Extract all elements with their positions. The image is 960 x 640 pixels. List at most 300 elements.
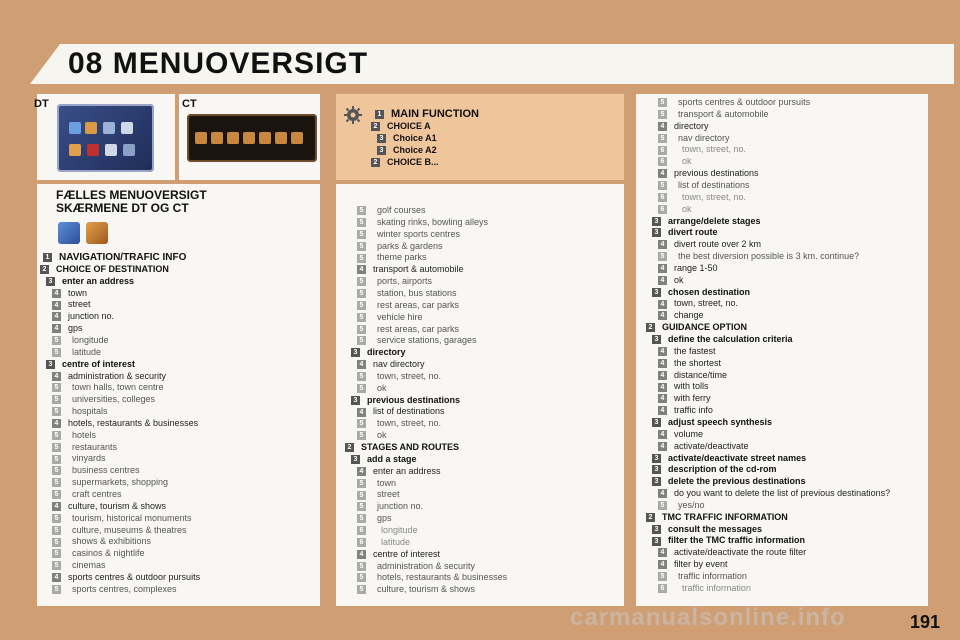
menu-item <box>357 382 387 394</box>
menu-item-label: street <box>68 299 91 310</box>
menu-item-label: yes/no <box>678 499 705 510</box>
legend-item <box>377 132 437 144</box>
level-badge: 5 <box>52 514 61 523</box>
menu-item-label: with ferry <box>674 393 711 404</box>
menu-item-label: consult the messages <box>668 523 763 534</box>
level-badge: 3 <box>652 537 661 546</box>
level-badge: 5 <box>52 549 61 558</box>
menu-item-label: ok <box>674 274 684 285</box>
level-badge: 5 <box>357 313 366 322</box>
level-badge: 4 <box>658 276 667 285</box>
menu-item-label: centre of interest <box>373 548 441 559</box>
menu-item <box>52 334 109 346</box>
menu-item <box>357 500 423 512</box>
level-badge: 5 <box>357 230 366 239</box>
legend-item <box>371 120 431 132</box>
menu-item <box>658 392 711 404</box>
menu-item-label: NAVIGATION/TRAFIC INFO <box>59 252 187 263</box>
menu-item <box>52 583 177 595</box>
menu-item-label: nav directory <box>373 359 425 370</box>
dt-label: DT <box>34 98 49 110</box>
level-badge: 2 <box>345 443 354 452</box>
menu-item-label: adjust speech synthesis <box>668 416 773 427</box>
level-badge: 3 <box>652 418 661 427</box>
directory-icon <box>87 144 99 156</box>
menu-item <box>658 570 747 582</box>
menu-item <box>357 263 464 275</box>
menu-item <box>658 132 730 144</box>
level-badge: 5 <box>52 336 61 345</box>
menu-item <box>52 287 87 299</box>
level-badge: 3 <box>652 288 661 297</box>
menu-item-label: directory <box>367 347 406 358</box>
level-badge: 4 <box>52 573 61 582</box>
menu-item-label: administration & security <box>377 560 476 571</box>
menu-item <box>357 358 425 370</box>
level-badge: 6 <box>357 526 366 535</box>
menu-item <box>52 429 96 441</box>
menu-item-label: list of destinations <box>678 179 750 190</box>
menu-item <box>43 251 186 263</box>
level-badge: 3 <box>652 454 661 463</box>
level-badge: 4 <box>357 360 366 369</box>
menu-item-label: hotels <box>72 429 97 440</box>
level-badge: 4 <box>658 442 667 451</box>
menu-item <box>52 310 114 322</box>
menu-item <box>658 487 890 499</box>
menu-item <box>658 558 728 570</box>
menu-item-label: with tolls <box>674 381 709 392</box>
level-badge: 5 <box>357 514 366 523</box>
menu-item <box>52 381 164 393</box>
menu-item-label: volume <box>674 428 704 439</box>
menu-item <box>46 275 134 287</box>
menu-item <box>658 191 746 203</box>
menu-item <box>652 523 762 535</box>
level-badge: 4 <box>658 347 667 356</box>
level-badge: 3 <box>652 217 661 226</box>
level-badge: 5 <box>357 325 366 334</box>
menu-item-label: shows & exhibitions <box>72 536 152 547</box>
menu-item-label: previous destinations <box>674 168 759 179</box>
level-badge: 5 <box>52 348 61 357</box>
menu-item <box>658 274 684 286</box>
level-badge: 2 <box>646 323 655 332</box>
menu-item-label: ok <box>377 430 387 441</box>
level-badge: 2 <box>371 158 380 167</box>
level-badge: 6 <box>658 205 667 214</box>
menu-item <box>46 358 135 370</box>
menu-item <box>658 499 705 511</box>
level-badge: 5 <box>658 134 667 143</box>
menu-item-label: transport & automobile <box>678 108 769 119</box>
menu-item-label: sports centres & outdoor pursuits <box>68 571 201 582</box>
level-badge: 4 <box>52 301 61 310</box>
menu-item <box>52 571 200 583</box>
menu-item-label: the shortest <box>674 357 722 368</box>
level-badge: 4 <box>52 324 61 333</box>
level-badge: 3 <box>351 348 360 357</box>
menu-item-label: change <box>674 310 704 321</box>
menu-item <box>652 226 718 238</box>
menu-item-label: CHOICE OF DESTINATION <box>56 263 169 274</box>
menu-item-label: do you want to delete the list of previous destinations? <box>674 488 891 499</box>
level-badge: 4 <box>357 550 366 559</box>
menu-item-label: craft centres <box>72 489 122 499</box>
menu-item <box>646 511 788 523</box>
menu-item <box>52 524 187 536</box>
level-badge: 4 <box>658 240 667 249</box>
level-badge: 4 <box>658 264 667 273</box>
level-badge: 5 <box>52 455 61 464</box>
legend-item-label: CHOICE B... <box>387 157 439 167</box>
level-badge: 5 <box>52 526 61 535</box>
menu-item-label: town halls, town centre <box>72 382 164 393</box>
level-badge: 5 <box>357 479 366 488</box>
menu-item <box>652 463 777 475</box>
menu-item-label: hotels, restaurants & businesses <box>68 417 199 428</box>
menu-item-label: restaurants <box>72 441 118 452</box>
level-badge: 4 <box>658 300 667 309</box>
menu-item <box>52 559 106 571</box>
level-badge: 3 <box>652 525 661 534</box>
menu-item-label: town, street, no. <box>377 418 442 429</box>
menu-item <box>357 287 457 299</box>
menu-item <box>658 404 713 416</box>
menu-item <box>357 465 441 477</box>
level-badge: 4 <box>658 371 667 380</box>
menu-item-label: rest areas, car parks <box>377 323 460 334</box>
level-badge: 5 <box>357 372 366 381</box>
phone-icon <box>243 132 255 144</box>
level-badge: 4 <box>357 467 366 476</box>
menu-item <box>52 512 192 524</box>
menu-item <box>652 333 793 345</box>
menu-item <box>357 370 441 382</box>
menu-item-label: filter the TMC traffic information <box>668 535 805 546</box>
menu-item-label: skating rinks, bowling alleys <box>377 216 489 227</box>
menu-item <box>357 477 396 489</box>
level-badge: 4 <box>357 408 366 417</box>
menu-item <box>52 370 166 382</box>
menu-item-label: parks & gardens <box>377 240 443 251</box>
menu-item-label: description of the cd-rom <box>668 464 777 475</box>
menu-item <box>357 204 426 216</box>
menu-item <box>351 394 460 406</box>
menu-item <box>52 464 140 476</box>
menu-item-label: town <box>68 287 88 298</box>
menu-item <box>52 417 198 429</box>
common-title-line1: FÆLLES MENUOVERSIGT <box>56 188 207 202</box>
legend-item-label: MAIN FUNCTION <box>391 108 479 120</box>
menu-item-label: station, bus stations <box>377 287 457 298</box>
menu-item-label: traffic info <box>674 405 713 416</box>
level-badge: 5 <box>357 573 366 582</box>
phone-icon <box>121 122 133 134</box>
level-badge: 4 <box>658 560 667 569</box>
menu-item-label: STAGES AND ROUTES <box>361 442 460 452</box>
menu-item <box>652 286 750 298</box>
menu-item <box>357 512 392 524</box>
level-badge: 4 <box>658 311 667 320</box>
level-badge: 5 <box>357 242 366 251</box>
menu-item-label: administration & security <box>68 370 167 381</box>
menu-item <box>652 534 805 546</box>
menu-item-label: divert route over 2 km <box>674 239 762 250</box>
radio-icon <box>105 144 117 156</box>
menu-item <box>357 311 423 323</box>
level-badge: 5 <box>658 181 667 190</box>
nav-icon <box>195 132 207 144</box>
menu-item <box>357 560 475 572</box>
page-number: 191 <box>910 612 941 632</box>
menu-item <box>357 571 507 583</box>
audio-icon <box>291 132 303 144</box>
level-badge: 3 <box>351 396 360 405</box>
menu-item <box>357 524 418 536</box>
menu-item-label: culture, tourism & shows <box>377 584 476 595</box>
menu-item-label: culture, tourism & shows <box>68 500 167 511</box>
menu-item <box>52 322 83 334</box>
menu-item <box>658 428 703 440</box>
menu-item-label: town, street, no. <box>377 370 442 381</box>
menu-item <box>658 345 716 357</box>
menu-item-label: service stations, garages <box>377 335 477 346</box>
menu-item <box>357 583 475 595</box>
menu-item <box>52 500 166 512</box>
common-title-line2: SKÆRMENE DT OG CT <box>56 201 189 215</box>
menu-item <box>658 120 709 132</box>
level-badge: 6 <box>658 584 667 593</box>
audio-icon <box>123 144 135 156</box>
menu-item <box>658 203 692 215</box>
menu-item-label: ok <box>377 382 387 393</box>
menu-item <box>652 416 772 428</box>
level-badge: 5 <box>52 383 61 392</box>
level-badge: 4 <box>52 419 61 428</box>
level-badge: 5 <box>357 289 366 298</box>
menu-item <box>52 441 117 453</box>
menu-item <box>658 309 704 321</box>
menu-item <box>658 440 749 452</box>
menu-item <box>658 238 761 250</box>
level-badge: 5 <box>357 431 366 440</box>
menu-item-label: business centres <box>72 465 140 476</box>
menu-item <box>52 298 91 310</box>
level-badge: 4 <box>52 502 61 511</box>
menu-item <box>658 155 692 167</box>
menu-item <box>345 441 459 453</box>
menu-item <box>52 393 155 405</box>
level-badge: 5 <box>52 431 61 440</box>
level-badge: 5 <box>52 466 61 475</box>
level-badge: 3 <box>377 134 386 143</box>
menu-item <box>52 535 151 547</box>
menu-item <box>52 476 168 488</box>
menu-item <box>658 143 746 155</box>
level-badge: 3 <box>652 335 661 344</box>
level-badge: 5 <box>52 585 61 594</box>
menu-item-label: TMC TRAFFIC INFORMATION <box>662 511 788 522</box>
menu-item-label: traffic information <box>682 582 751 593</box>
menu-item-label: activate/deactivate street names <box>668 452 807 463</box>
menu-item <box>658 179 750 191</box>
menu-item <box>658 297 738 309</box>
menu-item-label: distance/time <box>674 369 728 380</box>
menu-item-label: gps <box>377 513 392 524</box>
level-badge: 3 <box>46 360 55 369</box>
level-badge: 5 <box>357 562 366 571</box>
menu-item <box>52 547 145 559</box>
menu-item-label: junction no. <box>377 501 424 512</box>
level-badge: 5 <box>357 277 366 286</box>
menu-item <box>357 548 440 560</box>
level-badge: 3 <box>652 465 661 474</box>
level-badge: 5 <box>52 407 61 416</box>
menu-item-label: town, street, no. <box>682 191 747 202</box>
level-badge: 5 <box>52 478 61 487</box>
traffic-icon <box>211 132 223 144</box>
legend-item-label: Choice A1 <box>393 133 437 143</box>
menu-item-label: casinos & nightlife <box>72 548 145 559</box>
level-badge: 5 <box>357 301 366 310</box>
menu-item-label: enter an address <box>62 275 135 286</box>
menu-item <box>357 334 477 346</box>
media-icon <box>103 122 115 134</box>
media-icon <box>227 132 239 144</box>
menu-item <box>357 536 410 548</box>
watermark: carmanualsonline.info <box>570 604 846 631</box>
menu-item-label: add a stage <box>367 453 417 464</box>
level-badge: 4 <box>658 548 667 557</box>
menu-item <box>52 346 101 358</box>
level-badge: 3 <box>351 455 360 464</box>
menu-item <box>40 263 169 275</box>
menu-item-label: culture, museums & theatres <box>72 524 187 535</box>
menu-item <box>652 475 806 487</box>
menu-item <box>357 251 427 263</box>
level-badge: 5 <box>52 443 61 452</box>
level-badge: 5 <box>357 206 366 215</box>
traffic-icon <box>85 122 97 134</box>
menu-item-label: range 1-50 <box>674 262 718 273</box>
menu-item-label: town <box>377 477 397 488</box>
level-badge: 4 <box>658 394 667 403</box>
menu-item <box>652 215 761 227</box>
menu-item <box>658 357 721 369</box>
menu-item <box>52 405 108 417</box>
menu-item-label: enter an address <box>373 465 441 476</box>
menu-item-label: traffic information <box>678 571 747 581</box>
menu-item-label: the fastest <box>674 345 716 356</box>
level-badge: 3 <box>46 277 55 286</box>
level-badge: 5 <box>658 110 667 119</box>
legend-item <box>375 108 479 120</box>
level-badge: 5 <box>357 218 366 227</box>
menu-item <box>351 346 406 358</box>
menu-item <box>357 228 460 240</box>
menu-item <box>646 321 747 333</box>
level-badge: 4 <box>658 169 667 178</box>
menu-item <box>658 262 718 274</box>
level-badge: 2 <box>40 265 49 274</box>
menu-item-label: delete the previous destinations <box>668 476 806 487</box>
level-badge: 4 <box>357 265 366 274</box>
settings-icon <box>259 132 271 144</box>
menu-item-label: GUIDANCE OPTION <box>662 322 748 333</box>
legend-item-label: Choice A2 <box>393 145 437 155</box>
level-badge: 3 <box>652 228 661 237</box>
menu-item <box>658 250 859 262</box>
menu-item <box>658 167 759 179</box>
level-badge: 5 <box>52 561 61 570</box>
menu-item <box>357 405 445 417</box>
menu-item-label: longitude <box>72 334 109 345</box>
level-badge: 1 <box>43 253 52 262</box>
level-badge: 5 <box>357 502 366 511</box>
level-badge: 6 <box>658 157 667 166</box>
menu-item-label: junction no. <box>68 311 115 322</box>
menu-item <box>357 488 400 500</box>
ct-label: CT <box>182 98 197 110</box>
menu-item <box>357 323 459 335</box>
menu-item-label: arrange/delete stages <box>668 215 761 226</box>
legend-item <box>371 156 439 168</box>
menu-item-label: previous destinations <box>367 394 461 405</box>
level-badge: 6 <box>658 193 667 202</box>
level-badge: 4 <box>658 359 667 368</box>
menu-item-label: divert route <box>668 227 718 238</box>
menu-item <box>658 380 709 392</box>
menu-item-label: street <box>377 489 400 500</box>
menu-item-label: winter sports centres <box>377 228 461 239</box>
level-badge: 2 <box>371 122 380 131</box>
menu-item-label: golf courses <box>377 205 426 215</box>
menu-item <box>658 582 751 594</box>
menu-item-label: centre of interest <box>62 358 136 369</box>
level-badge: 5 <box>52 395 61 404</box>
menu-item-label: transport & automobile <box>373 264 464 275</box>
level-badge: 4 <box>52 372 61 381</box>
level-badge: 5 <box>357 419 366 428</box>
menu-item <box>658 546 806 558</box>
level-badge: 5 <box>357 336 366 345</box>
gear-icon <box>343 105 363 125</box>
level-badge: 5 <box>658 98 667 107</box>
menu-item-label: ok <box>682 203 692 214</box>
level-badge: 4 <box>658 406 667 415</box>
menu-item-label: gps <box>68 323 83 334</box>
level-badge: 1 <box>375 110 384 119</box>
level-badge: 4 <box>658 383 667 392</box>
menu-item-label: longitude <box>381 524 418 535</box>
menu-item-label: activate/deactivate <box>674 440 749 451</box>
level-badge: 5 <box>357 585 366 594</box>
menu-item <box>357 216 488 228</box>
menu-item-label: rest areas, car parks <box>377 299 460 310</box>
navigation-icon <box>58 222 80 244</box>
level-badge: 4 <box>658 122 667 131</box>
menu-item-label: activate/deactivate the route filter <box>674 547 807 558</box>
menu-item <box>357 275 432 287</box>
page-title: 08 MENUOVERSIGT <box>68 47 369 80</box>
level-badge: 5 <box>357 254 366 263</box>
menu-item <box>357 417 441 429</box>
level-badge: 4 <box>658 430 667 439</box>
menu-item-label: vinyards <box>72 453 106 464</box>
menu-item <box>658 108 769 120</box>
ct-screen-image <box>187 114 317 162</box>
